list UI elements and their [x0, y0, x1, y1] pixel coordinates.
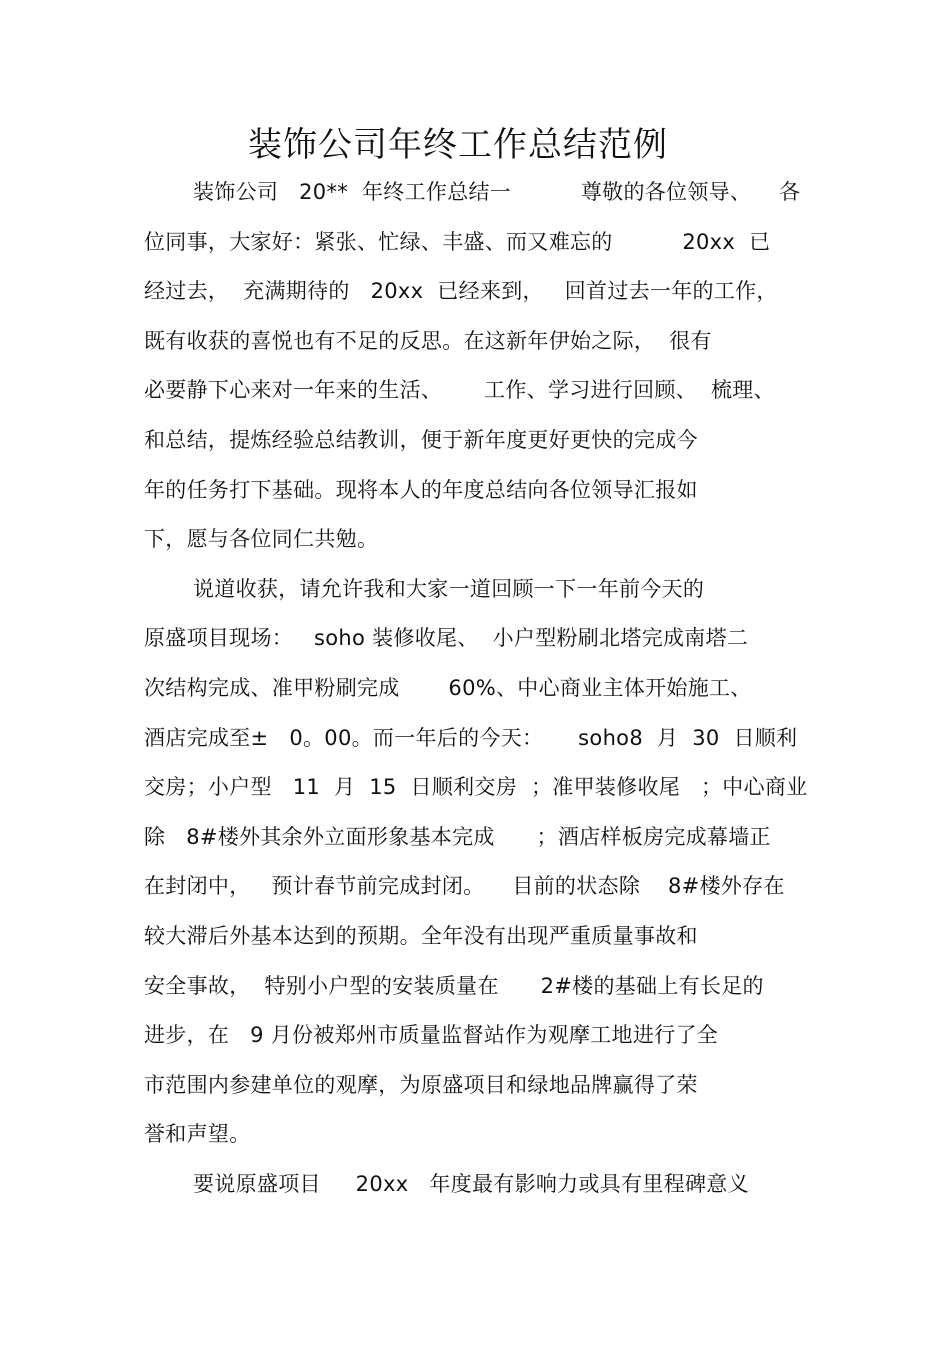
- paragraph-line: 除 8#楼外其余外立面形象基本完成 ；酒店样板房完成幕墙正: [144, 824, 771, 849]
- paragraph-line: 位同事，大家好：紧张、忙绿、丰盛、而又难忘的 20xx 已: [144, 229, 771, 254]
- paragraph-line: 酒店完成至± 0。00。而一年后的今天： soho8 月 30 日顺利: [144, 725, 798, 750]
- paragraph-line: 安全事故， 特别小户型的安装质量在 2#楼的基础上有长足的: [144, 973, 764, 998]
- paragraph-line: 说道收获，请允许我和大家一道回顾一下一年前今天的: [193, 576, 705, 601]
- paragraph-line: 年的任务打下基础。现将本人的年度总结向各位领导汇报如: [144, 477, 698, 502]
- paragraph-line: 誉和声望。: [144, 1122, 251, 1147]
- paragraph-line: 既有收获的喜悦也有不足的反思。在这新年伊始之际， 很有: [144, 328, 712, 353]
- paragraph-line: 进步，在 9 月份被郑州市质量监督站作为观摩工地进行了全: [144, 1023, 719, 1048]
- paragraph-line: 交房；小户型 11 月 15 日顺利交房 ；准甲装修收尾 ；中心商业: [144, 775, 808, 800]
- paragraph-line: 和总结，提炼经验总结教训，便于新年度更好更快的完成今: [144, 427, 698, 452]
- paragraph-line: 要说原盛项目 20xx 年度最有影响力或具有里程碑意义: [193, 1171, 749, 1196]
- paragraph-line: 必要静下心来对一年来的生活、 工作、学习进行回顾、 梳理、: [144, 378, 775, 403]
- paragraph-line: 次结构完成、准甲粉刷完成 60%、中心商业主体开始施工、: [144, 675, 752, 700]
- paragraph-line: 在封闭中， 预计春节前完成封闭。 目前的状态除 8#楼外存在: [144, 874, 785, 899]
- document-title: 装饰公司年终工作总结范例: [248, 125, 668, 165]
- paragraph-line: 原盛项目现场： soho 装修收尾、 小户型粉刷北塔完成南塔二: [144, 626, 749, 651]
- paragraph-line: 经过去， 充满期待的 20xx 已经来到， 回首过去一年的工作，: [144, 279, 778, 304]
- paragraph-line: 市范围内参建单位的观摩，为原盛项目和绿地品牌赢得了荣: [144, 1072, 698, 1097]
- paragraph-line: 下，愿与各位同仁共勉。: [144, 527, 379, 552]
- paragraph-line: 装饰公司 20** 年终工作总结一 尊敬的各位领导、 各: [193, 180, 801, 204]
- document-body: [144, 168, 814, 1209]
- paragraph-line: 较大滞后外基本达到的预期。全年没有出现严重质量事故和: [144, 923, 698, 948]
